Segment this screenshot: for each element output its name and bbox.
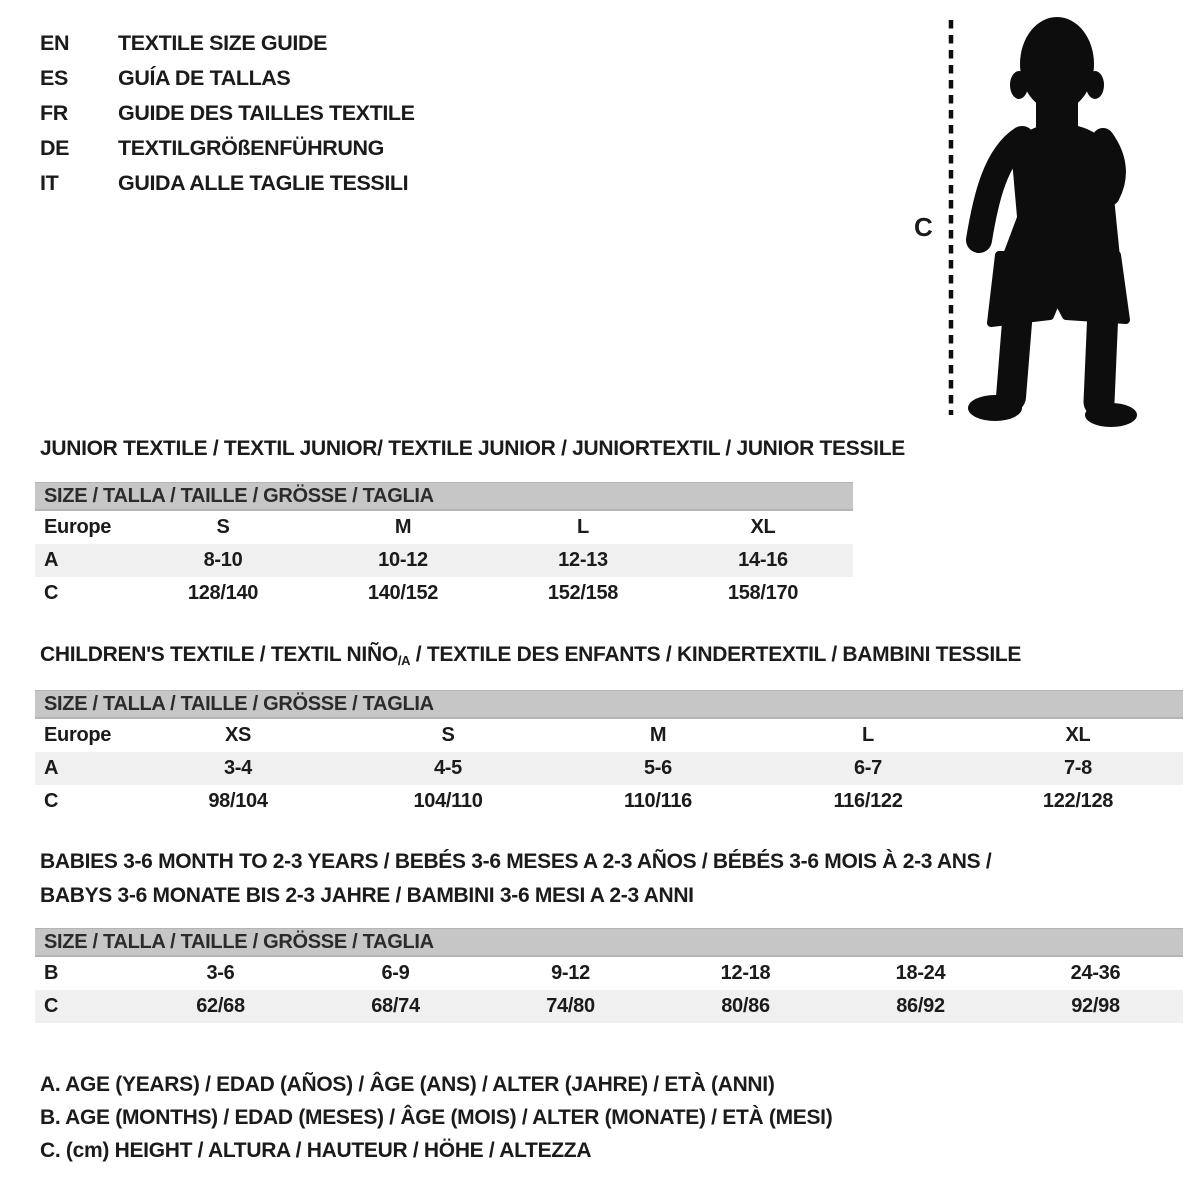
right-foot-shape: [1085, 403, 1137, 427]
toddler-silhouette: [968, 17, 1137, 427]
junior-row-age: [35, 544, 853, 577]
size-cell: M: [649, 724, 667, 746]
height-cell: 104/110: [413, 790, 483, 812]
junior-row-height: [35, 577, 853, 610]
height-marker-label: C: [914, 212, 933, 242]
babies-row-height: [35, 990, 1183, 1023]
legend-line-a: A. AGE (YEARS) / EDAD (AÑOS) / ÂGE (ANS) / ALTER (JAHRE) / ETÀ (ANNI): [40, 1073, 775, 1096]
height-cell: 62/68: [196, 995, 245, 1017]
height-cell: 122/128: [1042, 790, 1114, 812]
row-label: C: [44, 790, 59, 812]
junior-section-title: JUNIOR TEXTILE / TEXTIL JUNIOR/ TEXTILE JUNIOR / JUNIORTEXTIL / JUNIOR TESSILE: [40, 437, 905, 460]
babies-size-header: SIZE / TALLA / TAILLE / GRÖSSE / TAGLIA: [35, 928, 1183, 957]
right-ear-shape: [1086, 71, 1104, 99]
toddler-silhouette-svg: [900, 12, 1155, 427]
size-cell: M: [394, 516, 412, 538]
language-label: TEXTILGRÖßENFÜHRUNG: [118, 136, 384, 160]
language-label: GUÍA DE TALLAS: [118, 66, 291, 90]
language-code: FR: [40, 101, 68, 125]
age-cell: 10-12: [378, 549, 428, 571]
age-cell: 5-6: [643, 757, 672, 779]
children-size-table: [35, 690, 1183, 818]
row-label: C: [44, 995, 59, 1017]
age-cell: 8-10: [203, 549, 243, 571]
size-cell: XL: [750, 516, 776, 538]
language-label: TEXTILE SIZE GUIDE: [118, 31, 328, 55]
row-label: A: [44, 757, 59, 779]
language-code: IT: [40, 171, 59, 195]
height-cell: 110/116: [624, 790, 692, 812]
age-cell: 6-7: [853, 757, 882, 779]
children-row-age: [35, 752, 1183, 785]
height-cell: 68/74: [371, 995, 420, 1017]
left-foot-shape: [968, 395, 1022, 421]
children-size-header: SIZE / TALLA / TAILLE / GRÖSSE / TAGLIA: [35, 690, 1183, 719]
months-cell: 12-18: [720, 962, 771, 984]
language-code: DE: [40, 136, 70, 160]
babies-title-line1: BABIES 3-6 MONTH TO 2-3 YEARS / BEBÉS 3-6 MESES A 2-3 AÑOS / BÉBÉS 3-6 MOIS À 2-3 ANS /: [40, 850, 992, 873]
language-list: [40, 26, 660, 201]
junior-size-header: SIZE / TALLA / TAILLE / GRÖSSE / TAGLIA: [35, 482, 853, 511]
left-ear-shape: [1010, 71, 1028, 99]
children-row-europe: [35, 719, 1183, 752]
babies-row-months: [35, 957, 1183, 990]
height-cell: 98/104: [208, 790, 268, 812]
children-title-rest: / TEXTILE DES ENFANTS / KINDERTEXTIL / BAMBINI TESSILE: [410, 643, 1022, 666]
row-label: Europe: [44, 516, 112, 538]
age-cell: 12-13: [558, 549, 608, 571]
age-cell: 7-8: [1063, 757, 1092, 779]
legend-line-b: B. AGE (MONTHS) / EDAD (MESES) / ÂGE (MOIS) / ALTER (MONATE) / ETÀ (MESI): [40, 1106, 833, 1129]
language-code: EN: [40, 31, 70, 55]
size-cell: L: [577, 516, 589, 538]
height-cell: 80/86: [721, 995, 770, 1017]
row-label: C: [44, 582, 59, 604]
children-row-height: [35, 785, 1183, 818]
right-leg-shape: [1099, 310, 1103, 402]
height-cell: 128/140: [187, 582, 259, 604]
junior-row-europe: [35, 511, 853, 544]
size-cell: XS: [224, 724, 252, 746]
size-cell: L: [862, 724, 874, 746]
babies-size-table: [35, 928, 1183, 1023]
size-cell: S: [441, 724, 455, 746]
language-row-it: [40, 166, 660, 201]
language-row-en: [40, 26, 660, 61]
right-arm-shape: [1103, 139, 1115, 195]
babies-title-line2: BABYS 3-6 MONATE BIS 2-3 JAHRE / BAMBINI 3-6 MESI A 2-3 ANNI: [40, 884, 694, 907]
children-section-title: [40, 643, 1021, 668]
height-cell: 92/98: [1071, 995, 1120, 1017]
legend-line-c: C. (cm) HEIGHT / ALTURA / HAUTEUR / HÖHE / ALTEZZA: [40, 1139, 592, 1162]
age-cell: 3-4: [223, 757, 252, 779]
age-cell: 4-5: [433, 757, 462, 779]
legend: [40, 1068, 832, 1167]
months-cell: 18-24: [895, 962, 946, 984]
row-label: A: [44, 549, 59, 571]
language-row-fr: [40, 96, 660, 131]
age-cell: 14-16: [738, 549, 788, 571]
language-code: ES: [40, 66, 68, 90]
months-cell: 9-12: [551, 962, 590, 984]
children-title-main: CHILDREN'S TEXTILE / TEXTIL NIÑO: [40, 643, 398, 666]
language-row-es: [40, 61, 660, 96]
row-label: B: [44, 962, 59, 984]
babies-section-title: [40, 845, 991, 913]
language-label: GUIDE DES TAILLES TEXTILE: [118, 101, 415, 125]
children-title-subscript: /A: [397, 653, 411, 668]
toddler-figure: [900, 12, 1155, 427]
months-cell: 24-36: [1070, 962, 1121, 984]
row-label: Europe: [44, 724, 112, 746]
height-cell: 140/152: [367, 582, 439, 604]
left-leg-shape: [1011, 310, 1018, 397]
language-label: GUIDA ALLE TAGLIE TESSILI: [118, 171, 409, 195]
height-cell: 158/170: [727, 582, 799, 604]
height-cell: 74/80: [546, 995, 595, 1017]
months-cell: 3-6: [206, 962, 235, 984]
height-cell: 86/92: [896, 995, 945, 1017]
height-cell: 152/158: [547, 582, 619, 604]
months-cell: 6-9: [381, 962, 410, 984]
head-shape: [1020, 17, 1094, 111]
size-cell: S: [216, 516, 230, 538]
junior-size-table: [35, 482, 853, 610]
size-cell: XL: [1065, 724, 1091, 746]
height-cell: 116/122: [833, 790, 903, 812]
language-row-de: [40, 131, 660, 166]
